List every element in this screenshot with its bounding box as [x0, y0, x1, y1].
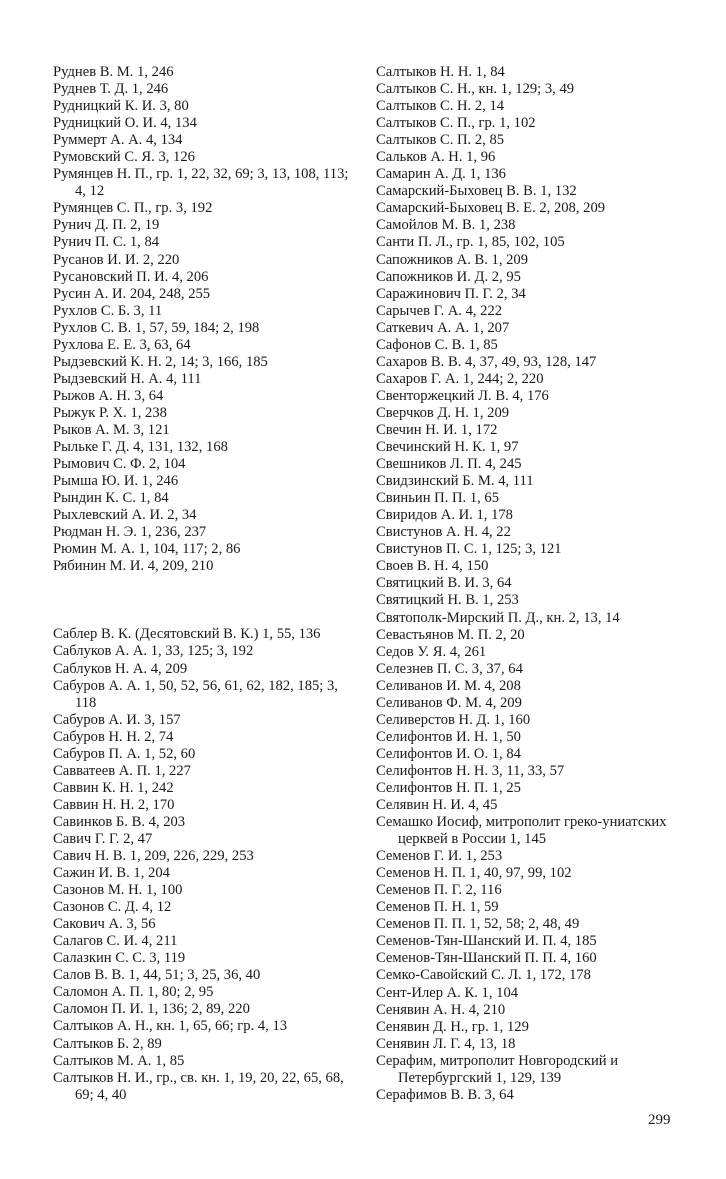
page-number: 299	[648, 1112, 671, 1128]
index-entry: Селифонтов И. О. 1, 84	[376, 745, 521, 762]
index-entry: Сазонов С. Д. 4, 12	[53, 899, 172, 916]
index-entry: Сальков А. Н. 1, 96	[376, 149, 496, 166]
index-entry: Серафим, митрополит Новгородский и Петербургский 1, 129, 139	[376, 1052, 619, 1086]
index-entry: Савич Г. Г. 2, 47	[53, 830, 153, 847]
index-entry: Сабуров Н. Н. 2, 74	[53, 728, 174, 745]
index-entry: Саввин К. Н. 1, 242	[53, 779, 174, 796]
index-entry: Селиверстов Н. Д. 1, 160	[376, 711, 531, 728]
index-entry: Савинков Б. В. 4, 203	[53, 813, 186, 830]
index-entry: Рыжук Р. Х. 1, 238	[53, 404, 167, 421]
index-entry: Рымович С. Ф. 2, 104	[53, 456, 186, 473]
index-entry: Селявин Н. И. 4, 45	[376, 797, 498, 814]
index-entry: Семенов-Тян-Шанский И. П. 4, 185	[376, 933, 597, 950]
index-entry: Рюдман Н. Э. 1, 236, 237	[53, 524, 207, 541]
left-column	[53, 64, 358, 1104]
index-entry: Русановский П. И. 4, 206	[53, 268, 209, 285]
index-entry: Саткевич А. А. 1, 207	[376, 319, 510, 336]
index-entry: Селиванов И. М. 4, 208	[376, 677, 521, 694]
index-entry: Свечин Н. И. 1, 172	[376, 421, 498, 438]
index-entry: Савич Н. В. 1, 209, 226, 229, 253	[53, 848, 254, 865]
index-entry: Семенов П. Н. 1, 59	[376, 899, 499, 916]
index-entry: Сахаров В. В. 4, 37, 49, 93, 128, 147	[376, 353, 597, 370]
index-entry: Руднев Т. Д. 1, 246	[53, 81, 169, 98]
index-entry: Севастьянов М. П. 2, 20	[376, 626, 525, 643]
index-entry: Святицкий Н. В. 1, 253	[376, 592, 519, 609]
index-entry: Рухлов С. Б. 3, 11	[53, 302, 163, 319]
index-entry: Своев В. Н. 4, 150	[376, 558, 489, 575]
index-entry: Семко-Савойский С. Л. 1, 172, 178	[376, 967, 591, 984]
index-entry: Святополк-Мирский П. Д., кн. 2, 13, 14	[376, 609, 620, 626]
index-entry: Сверчков Д. Н. 1, 209	[376, 404, 510, 421]
index-entry: Семашко Иосиф, митрополит греко-униатских церквей в России 1, 145	[376, 814, 667, 848]
index-entry: Свиридов А. И. 1, 178	[376, 507, 513, 524]
index-entry: Самарский-Быховец В. В. 1, 132	[376, 183, 577, 200]
index-entry: Сабуров А. И. 3, 157	[53, 711, 181, 728]
index-entry: Румовский С. Я. 3, 126	[53, 149, 195, 166]
index-entry: Салтыков Н. Н. 1, 84	[376, 64, 505, 80]
index-entry: Сарычев Г. А. 4, 222	[376, 302, 503, 319]
index-entry: Руднев В. М. 1, 246	[53, 64, 174, 80]
index-entry: Рухлова Е. Е. 3, 63, 64	[53, 336, 191, 353]
index-entry: Сент-Илер А. К. 1, 104	[376, 984, 519, 1001]
index-entry: Сазонов М. Н. 1, 100	[53, 882, 183, 899]
index-entry: Сакович А. 3, 56	[53, 916, 156, 933]
index-entry: Рыльке Г. Д. 4, 131, 132, 168	[53, 439, 228, 456]
index-entry: Сахаров Г. А. 1, 244; 2, 220	[376, 370, 544, 387]
index-entry: Сенявин Л. Г. 4, 13, 18	[376, 1035, 516, 1052]
entries-s	[53, 626, 358, 1103]
index-entry: Санти П. Л., гр. 1, 85, 102, 105	[376, 234, 565, 251]
index-entry: Рыхлевский А. И. 2, 34	[53, 507, 197, 524]
index-entry: Салтыков Н. И., гр., св. кн. 1, 19, 20, 22, 65, 68, 69; 4, 40	[53, 1069, 344, 1103]
index-entry: Самойлов М. В. 1, 238	[376, 217, 516, 234]
index-entry: Салазкин С. С. 3, 119	[53, 950, 186, 967]
index-entry: Святицкий В. И. 3, 64	[376, 575, 512, 592]
index-entry: Семенов П. Г. 2, 116	[376, 882, 502, 899]
index-entry: Саблуков Н. А. 4, 209	[53, 660, 188, 677]
index-entry: Салтыков С. Н. 2, 14	[376, 98, 505, 115]
index-entry: Сажин И. В. 1, 204	[53, 865, 170, 882]
index-entry: Саввин Н. Н. 2, 170	[53, 796, 175, 813]
index-entry: Семенов-Тян-Шанский П. П. 4, 160	[376, 950, 597, 967]
index-entry: Рябинин М. И. 4, 209, 210	[53, 558, 214, 575]
index-entry: Свистунов А. Н. 4, 22	[376, 524, 511, 541]
index-entry: Салов В. В. 1, 44, 51; 3, 25, 36, 40	[53, 967, 261, 984]
index-entry: Рымша Ю. И. 1, 246	[53, 473, 179, 490]
right-column	[376, 64, 681, 1104]
index-entry: Селифонтов Н. П. 1, 25	[376, 779, 521, 796]
index-entry: Саблуков А. А. 1, 33, 125; 3, 192	[53, 643, 254, 660]
index-entry: Сафонов С. В. 1, 85	[376, 336, 498, 353]
index-entry: Рыдзевский Н. А. 4, 111	[53, 370, 202, 387]
index-entry: Сапожников И. Д. 2, 95	[376, 268, 521, 285]
index-entry: Рухлов С. В. 1, 57, 59, 184; 2, 198	[53, 319, 260, 336]
index-entry: Салтыков Б. 2, 89	[53, 1035, 162, 1052]
index-entry: Самарский-Быховец В. Е. 2, 208, 209	[376, 200, 606, 217]
index-entry: Руммерт А. А. 4, 134	[53, 132, 183, 149]
letter-gap	[53, 575, 358, 626]
index-entry: Русанов И. И. 2, 220	[53, 251, 180, 268]
index-entry: Селифонтов И. Н. 1, 50	[376, 728, 521, 745]
index-entry: Свистунов П. С. 1, 125; 3, 121	[376, 541, 562, 558]
index-entry: Седов У. Я. 4, 261	[376, 643, 487, 660]
entries-s-continued	[376, 64, 681, 1104]
index-entry: Самарин А. Д. 1, 136	[376, 166, 506, 183]
index-entry: Савватеев А. П. 1, 227	[53, 762, 191, 779]
index-entry: Рунич Д. П. 2, 19	[53, 217, 160, 234]
index-entry: Сабуров П. А. 1, 52, 60	[53, 745, 196, 762]
index-entry: Семенов П. П. 1, 52, 58; 2, 48, 49	[376, 916, 580, 933]
index-entry: Русин А. И. 204, 248, 255	[53, 285, 211, 302]
index-entry: Салтыков С. Н., кн. 1, 129; 3, 49	[376, 81, 575, 98]
index-entry: Салтыков С. П., гр. 1, 102	[376, 115, 536, 132]
index-entry: Салагов С. И. 4, 211	[53, 933, 178, 950]
index-entry: Рудницкий К. И. 3, 80	[53, 98, 189, 115]
index-entry: Сапожников А. В. 1, 209	[376, 251, 529, 268]
index-entry: Семенов Н. П. 1, 40, 97, 99, 102	[376, 865, 572, 882]
index-entry: Румянцев С. П., гр. 3, 192	[53, 200, 213, 217]
index-entry: Рыдзевский К. Н. 2, 14; 3, 166, 185	[53, 353, 268, 370]
index-entry: Свечинский Н. К. 1, 97	[376, 439, 519, 456]
index-entry: Рюмин М. А. 1, 104, 117; 2, 86	[53, 541, 241, 558]
index-entry: Салтыков А. Н., кн. 1, 65, 66; гр. 4, 13	[53, 1018, 288, 1035]
index-entry: Свенторжецкий Л. В. 4, 176	[376, 387, 549, 404]
index-entry: Рындин К. С. 1, 84	[53, 490, 169, 507]
index-entry: Рыков А. М. 3, 121	[53, 421, 170, 438]
index-entry: Саблер В. К. (Десятовский В. К.) 1, 55, 136	[53, 626, 321, 643]
index-entry: Сенявин А. Н. 4, 210	[376, 1001, 506, 1018]
index-entry: Рунич П. С. 1, 84	[53, 234, 160, 251]
index-entry: Свиньин П. П. 1, 65	[376, 490, 500, 507]
index-entry: Свидзинский Б. М. 4, 111	[376, 473, 534, 490]
index-entry: Саражинович П. Г. 2, 34	[376, 285, 526, 302]
index-entry: Саломон А. П. 1, 80; 2, 95	[53, 984, 214, 1001]
index-entry: Селифонтов Н. Н. 3, 11, 33, 57	[376, 762, 565, 779]
index-entry: Сенявин Д. Н., гр. 1, 129	[376, 1018, 529, 1035]
index-entry: Рудницкий О. И. 4, 134	[53, 115, 197, 132]
index-entry: Селезнев П. С. 3, 37, 64	[376, 660, 523, 677]
index-entry: Румянцев Н. П., гр. 1, 22, 32, 69; 3, 13, 108, 113; 4, 12	[53, 166, 349, 200]
index-entry: Рыжов А. Н. 3, 64	[53, 387, 164, 404]
index-entry: Серафимов В. В. 3, 64	[376, 1086, 514, 1103]
index-entry: Сабуров А. А. 1, 50, 52, 56, 61, 62, 182, 185; 3, 118	[53, 677, 338, 711]
index-entry: Салтыков С. П. 2, 85	[376, 132, 505, 149]
index-entry: Семенов Г. И. 1, 253	[376, 848, 503, 865]
index-entry: Салтыков М. А. 1, 85	[53, 1052, 185, 1069]
index-entry: Свешников Л. П. 4, 245	[376, 456, 522, 473]
index-entry: Саломон П. И. 1, 136; 2, 89, 220	[53, 1001, 250, 1018]
index-entry: Селиванов Ф. М. 4, 209	[376, 694, 522, 711]
entries-r	[53, 64, 358, 575]
